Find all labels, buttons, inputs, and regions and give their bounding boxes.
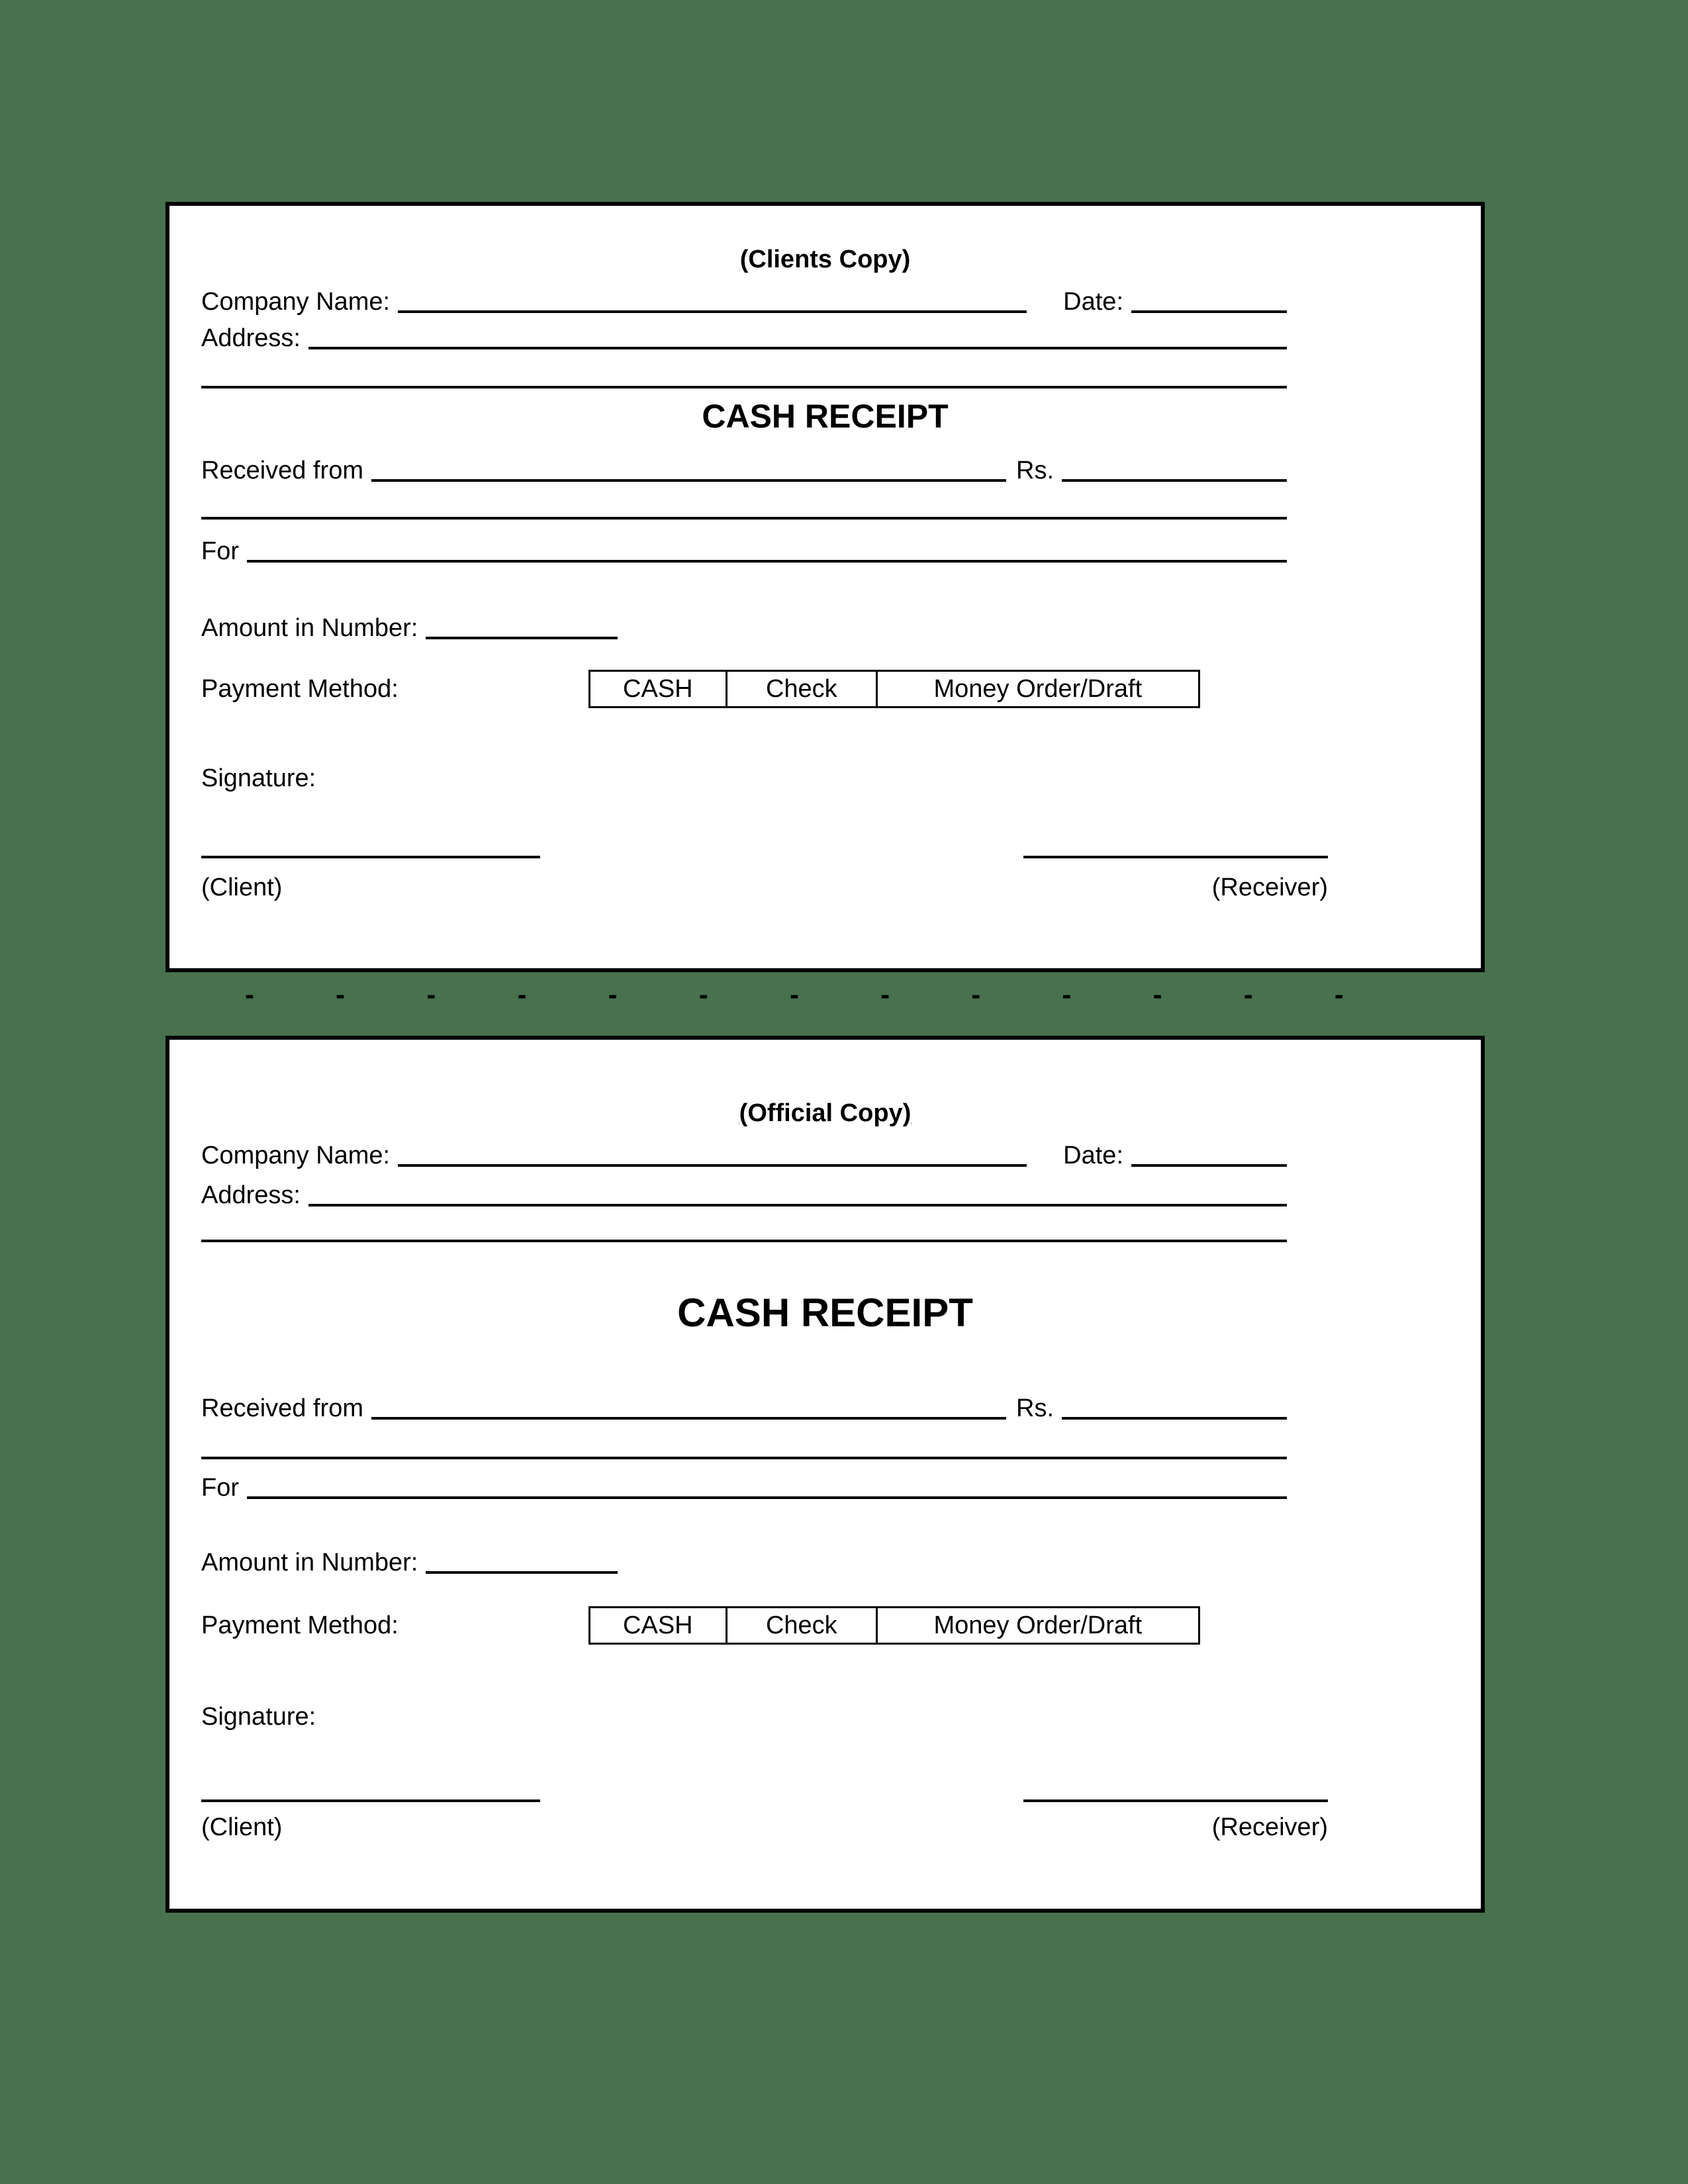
received-from-blank-line-2 (201, 517, 1287, 520)
company-name-label: Company Name: (201, 288, 391, 316)
copy-label-close-paren: ) (902, 246, 911, 273)
receiver-label: (Receiver) (1211, 874, 1328, 901)
signature-label: Signature: (201, 1703, 316, 1731)
date-label: Date: (1063, 1142, 1123, 1169)
for-row (201, 535, 1287, 568)
separator-dash: - (608, 979, 618, 1010)
cut-separator (245, 981, 1344, 1009)
date-blank (1131, 310, 1287, 313)
receipt-box-clients-copy (165, 202, 1485, 972)
receiver-signature-line (1023, 1799, 1328, 1802)
payment-option-money-order-draft: Money Order/Draft (876, 672, 1198, 706)
signature-row (201, 762, 1287, 795)
separator-dash: - (971, 979, 981, 1010)
address-row (201, 1179, 1287, 1212)
amount-row (201, 1546, 1287, 1579)
separator-dash: - (698, 979, 708, 1010)
received-from-blank (371, 1417, 1006, 1420)
address-label: Address: (201, 324, 301, 352)
company-name-row (201, 285, 1287, 318)
amount-in-number-label: Amount in Number: (201, 614, 418, 642)
payment-options-table (588, 670, 1200, 708)
received-from-blank-line-2 (201, 1457, 1287, 1459)
payment-option-money-order-draft: Money Order/Draft (876, 1608, 1198, 1643)
received-from-row (201, 454, 1287, 487)
date-label: Date: (1063, 288, 1123, 316)
rs-label: Rs. (1016, 1394, 1054, 1422)
separator-dash: - (1243, 979, 1253, 1010)
payment-options-table (588, 1606, 1200, 1645)
company-name-row (201, 1139, 1287, 1172)
client-label: (Client) (201, 874, 283, 901)
date-blank (1131, 1164, 1287, 1167)
address-blank-line-2 (201, 1240, 1287, 1242)
payment-option-cash: CASH (623, 675, 693, 703)
separator-dash: - (245, 979, 254, 1010)
payment-option-check: Check (726, 672, 876, 706)
signature-row (201, 1700, 1287, 1733)
received-from-label: Received from (201, 457, 363, 484)
receipt-box-official-copy (165, 1036, 1485, 1913)
copy-label-open-paren: ( (739, 1099, 748, 1127)
amount-blank (426, 1571, 618, 1574)
rs-amount-blank (1062, 479, 1287, 482)
company-name-blank (398, 310, 1027, 313)
payment-method-row (201, 1604, 1287, 1647)
copy-label-clients (169, 242, 1481, 277)
payment-method-label: Payment Method: (201, 1612, 399, 1639)
client-signature-line (201, 856, 540, 858)
for-blank (247, 560, 1287, 563)
copy-label-close-paren: ) (902, 1099, 912, 1127)
receipt-title: CASH RECEIPT (702, 398, 949, 435)
separator-dash: - (1152, 979, 1162, 1010)
address-label: Address: (201, 1181, 301, 1209)
company-name-label: Company Name: (201, 1142, 391, 1169)
payment-method-row (201, 668, 1287, 710)
separator-dash: - (1334, 979, 1344, 1010)
for-label: For (201, 537, 239, 565)
separator-dash: - (880, 979, 890, 1010)
copy-label-text: Clients Copy (748, 246, 902, 273)
payment-option-check: Check (726, 1608, 876, 1643)
amount-blank (426, 637, 618, 639)
for-label: For (201, 1474, 239, 1502)
for-blank (247, 1496, 1287, 1499)
address-blank (308, 1204, 1287, 1206)
copy-label-text: Official Copy (747, 1099, 903, 1127)
amount-row (201, 612, 1287, 645)
signature-label: Signature: (201, 764, 316, 792)
company-name-blank (398, 1164, 1027, 1167)
separator-dash: - (789, 979, 799, 1010)
received-from-blank (371, 479, 1006, 482)
separator-dash: - (517, 979, 527, 1010)
receiver-signature-line (1023, 856, 1328, 858)
receiver-label: (Receiver) (1211, 1813, 1328, 1841)
client-signature-line (201, 1799, 540, 1802)
copy-label-open-paren: ( (739, 246, 749, 273)
signature-names-row (201, 1811, 1328, 1844)
received-from-label: Received from (201, 1394, 363, 1422)
for-row (201, 1471, 1287, 1504)
separator-dash: - (426, 979, 436, 1010)
separator-dash: - (336, 979, 346, 1010)
address-row (201, 322, 1287, 355)
rs-amount-blank (1062, 1417, 1287, 1420)
signature-names-row (201, 871, 1328, 904)
separator-dash: - (1062, 979, 1072, 1010)
payment-option-cash: CASH (623, 1612, 693, 1639)
client-label: (Client) (201, 1813, 283, 1841)
address-blank-line-2 (201, 386, 1287, 388)
receipt-title: CASH RECEIPT (677, 1291, 973, 1335)
rs-label: Rs. (1016, 457, 1054, 484)
received-from-row (201, 1392, 1287, 1425)
payment-method-label: Payment Method: (201, 675, 399, 703)
copy-label-official (169, 1096, 1481, 1130)
address-blank (308, 347, 1287, 349)
amount-in-number-label: Amount in Number: (201, 1549, 418, 1576)
